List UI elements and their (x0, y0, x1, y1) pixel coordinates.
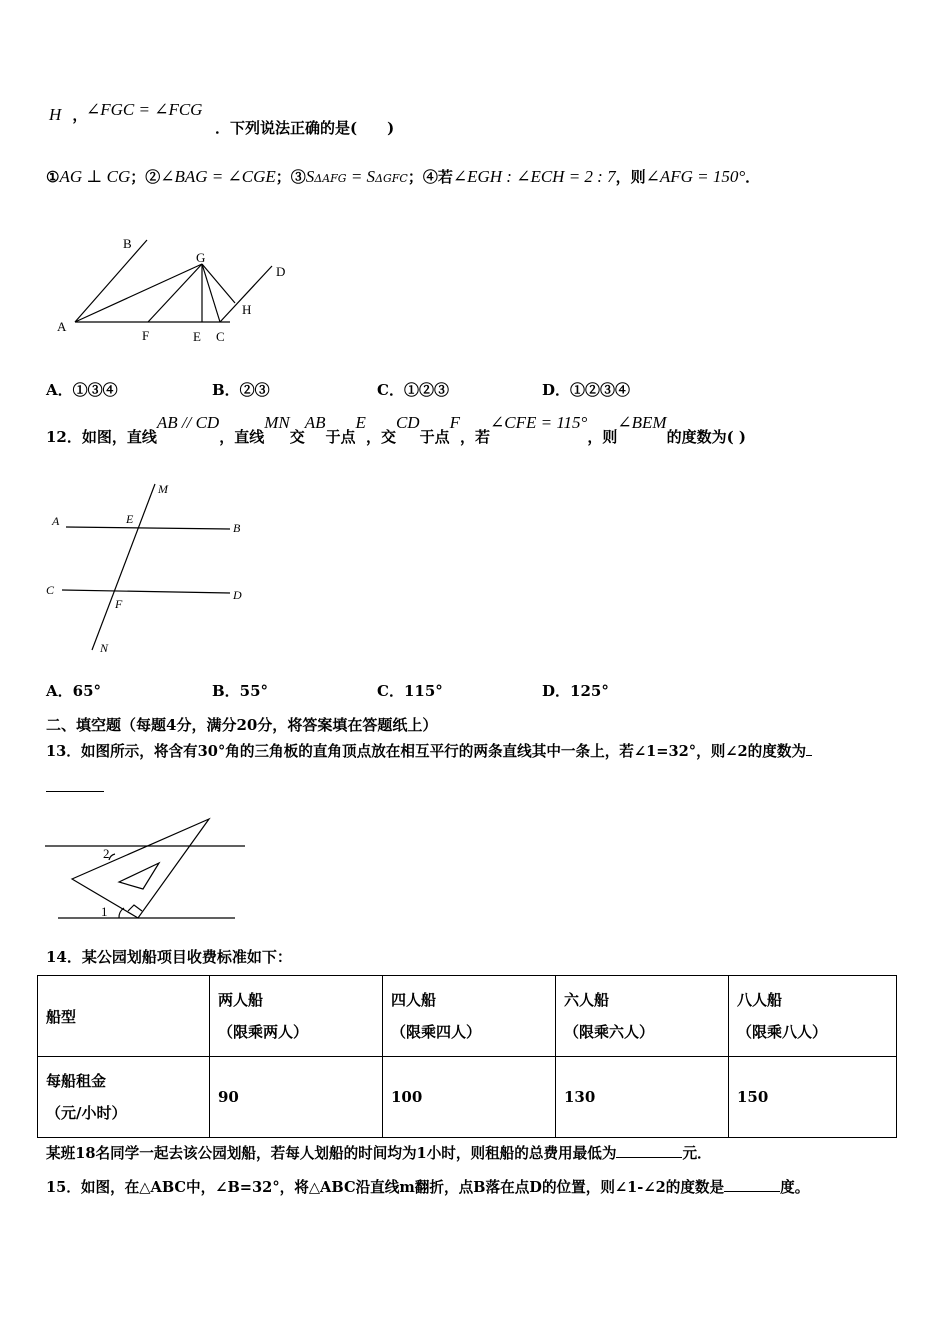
q12-math-cd: CD (395, 413, 420, 432)
q11-label-d: D (276, 264, 286, 279)
q15-unit: 度。 (780, 1179, 810, 1196)
q15-answer-blank[interactable] (724, 1177, 780, 1192)
section-fill-in-title: 二、填空题（每题4分，满分20分，将答案填在答题纸上） (46, 716, 438, 734)
q12-math-e: E (355, 413, 366, 432)
q11-stmt-1: AG ⊥ CG (59, 167, 131, 186)
price-four-person: 100 (383, 1057, 556, 1138)
q11-option-b: B．②③ (212, 381, 270, 399)
q12-math-f: F (449, 413, 460, 432)
price-six-person: 130 (556, 1057, 729, 1138)
q11-option-c: C．①②③ (377, 381, 449, 399)
q12-math-ab-cd: AB // CD (156, 413, 220, 432)
q11-condition: ∠FGC = ∠FCG (86, 100, 203, 119)
col-note: （限乘八人） (737, 1023, 828, 1041)
q12-label-e: E (126, 512, 134, 526)
q12-label-n: N (100, 641, 109, 655)
q11-stmt-5: ∠AFG = 150° (645, 167, 746, 186)
q11-stmt-3-eq: = S (346, 167, 376, 186)
q12-text-6: 于点 (419, 428, 450, 446)
q12-figure (40, 478, 255, 658)
q14-question-text: 某班18名同学一起去该公园划船，若每人划船的时间均为1小时，则租船的总费用最低为 (46, 1145, 617, 1162)
q11-stmt-2: ∠BAG = ∠CGE (160, 167, 276, 186)
q12-text-2: ，直线 (219, 428, 265, 446)
q11-end: ． (745, 168, 761, 186)
q12-label-b: B (233, 521, 241, 535)
q12-label-f: F (115, 597, 123, 611)
segment-fg (148, 264, 202, 322)
q11-stmt-3-sub1: ΔAFG (314, 172, 347, 185)
q12-math-angle-bem: ∠BEM (617, 413, 667, 432)
q13-label-angle-2: 2 (103, 846, 110, 861)
table-header-label: 船型 (38, 976, 210, 1057)
row-label-line2: （元/小时） (46, 1104, 127, 1122)
q11-sep-3: ；④若 (407, 168, 453, 186)
q13-figure (40, 812, 255, 927)
col-name: 六人船 (564, 991, 610, 1009)
q12-math-mn: MN (264, 413, 290, 432)
q11-option-a: A．①③④ (46, 381, 118, 399)
triangle-inner (119, 863, 159, 889)
col-note: （限乘六人） (564, 1023, 655, 1041)
q11-comma: ， (72, 106, 88, 124)
q14-question (46, 1142, 712, 1163)
col-name: 四人船 (391, 991, 437, 1009)
q14-title: 14．某公园划船项目收费标准如下： (46, 948, 292, 966)
q11-option-d: D．①②③④ (542, 381, 631, 399)
q12-text-3: 交 (289, 428, 305, 446)
segment-gc (202, 264, 220, 322)
q11-sep-4: ，则 (615, 168, 646, 186)
table-col-six-person (556, 976, 729, 1057)
q11-stmt-3-s: S (305, 167, 315, 186)
q11-stmt-4: ∠EGH : ∠ECH = 2 : 7 (452, 167, 616, 186)
price-two-person: 90 (210, 1057, 383, 1138)
q12-option-a: A．65° (46, 682, 102, 700)
q11-point-h: H (49, 105, 62, 124)
q11-label-e: E (193, 329, 201, 344)
col-name: 两人船 (218, 991, 264, 1009)
ray-ab (75, 240, 147, 322)
right-angle-mark (128, 905, 142, 911)
q12-text-8: ，则 (587, 428, 618, 446)
q11-label-g: G (196, 250, 206, 265)
q12-text-4: 于点 (325, 428, 356, 446)
q12-text-9: 的度数为( ) (666, 428, 746, 446)
segment-ag (75, 264, 202, 322)
q12-option-d: D．125° (542, 682, 609, 700)
q12-option-b: B．55° (212, 682, 269, 700)
q11-sep-2: ；③ (275, 168, 306, 186)
q11-statements (46, 166, 760, 187)
price-eight-person: 150 (729, 1057, 897, 1138)
line-cd (62, 590, 230, 593)
q15-question-text: 15．如图，在△ABC中，∠B=32°，将△ABC沿直线m翻折，点B落在点D的位置，则∠1-∠2的度数是 (46, 1179, 725, 1196)
q13-stem: 13．如图所示，将含有30°角的三角板的直角顶点放在相互平行的两条直线其中一条上，若∠1=32°，则∠2的度数为 (46, 743, 807, 760)
col-note: （限乘两人） (218, 1023, 309, 1041)
q12-label-a: A (52, 514, 60, 528)
segment-gh (202, 264, 235, 303)
table-col-eight-person (729, 976, 897, 1057)
q12-label-d: D (233, 588, 242, 602)
q12-math-ab: AB (304, 413, 326, 432)
q12-option-c: C．115° (377, 682, 443, 700)
q12-text-1: 12．如图，直线 (46, 428, 157, 446)
q13-blank-start[interactable] (806, 755, 812, 756)
q11-question-text: ．下列说法正确的是( ) (215, 119, 395, 137)
q11-stmt-1-marker: ① (46, 168, 60, 186)
boat-fee-table (37, 975, 897, 1138)
q12-stem (46, 412, 746, 446)
q11-label-f: F (142, 328, 150, 343)
q11-label-h: H (242, 302, 252, 317)
table-col-two-person (210, 976, 383, 1057)
col-note: （限乘四人） (391, 1023, 482, 1041)
q13-answer-blank[interactable] (46, 775, 104, 792)
q13-text (46, 740, 812, 761)
q12-label-c: C (46, 583, 55, 597)
q15-question (46, 1176, 809, 1197)
row-label-line1: 每船租金 (46, 1072, 107, 1090)
q12-label-m: M (158, 482, 168, 496)
table-row (38, 1057, 897, 1138)
q12-text-7: ，若 (459, 428, 490, 446)
angle-2-arc (109, 854, 115, 860)
q11-line1 (49, 104, 87, 125)
table-row (38, 976, 897, 1057)
col-name: 八人船 (737, 991, 783, 1009)
q12-math-angle-cfe: ∠CFE = 115° (490, 413, 588, 432)
triangle-outer (72, 819, 209, 918)
q11-label-a: A (57, 319, 67, 334)
q12-text-5: ，交 (365, 428, 396, 446)
table-col-four-person (383, 976, 556, 1057)
q11-label-b: B (123, 236, 132, 251)
q11-stmt-3-sub2: ΔGFC (375, 172, 408, 185)
q14-unit: 元． (682, 1145, 712, 1162)
line-mn (92, 484, 155, 650)
q13-label-angle-1: 1 (101, 904, 108, 919)
q11-label-c: C (216, 329, 225, 344)
q11-figure (50, 230, 300, 350)
q14-answer-blank[interactable] (616, 1143, 682, 1158)
line-ab (66, 527, 230, 529)
q11-sep-1: ；② (130, 168, 161, 186)
table-row-label (38, 1057, 210, 1138)
